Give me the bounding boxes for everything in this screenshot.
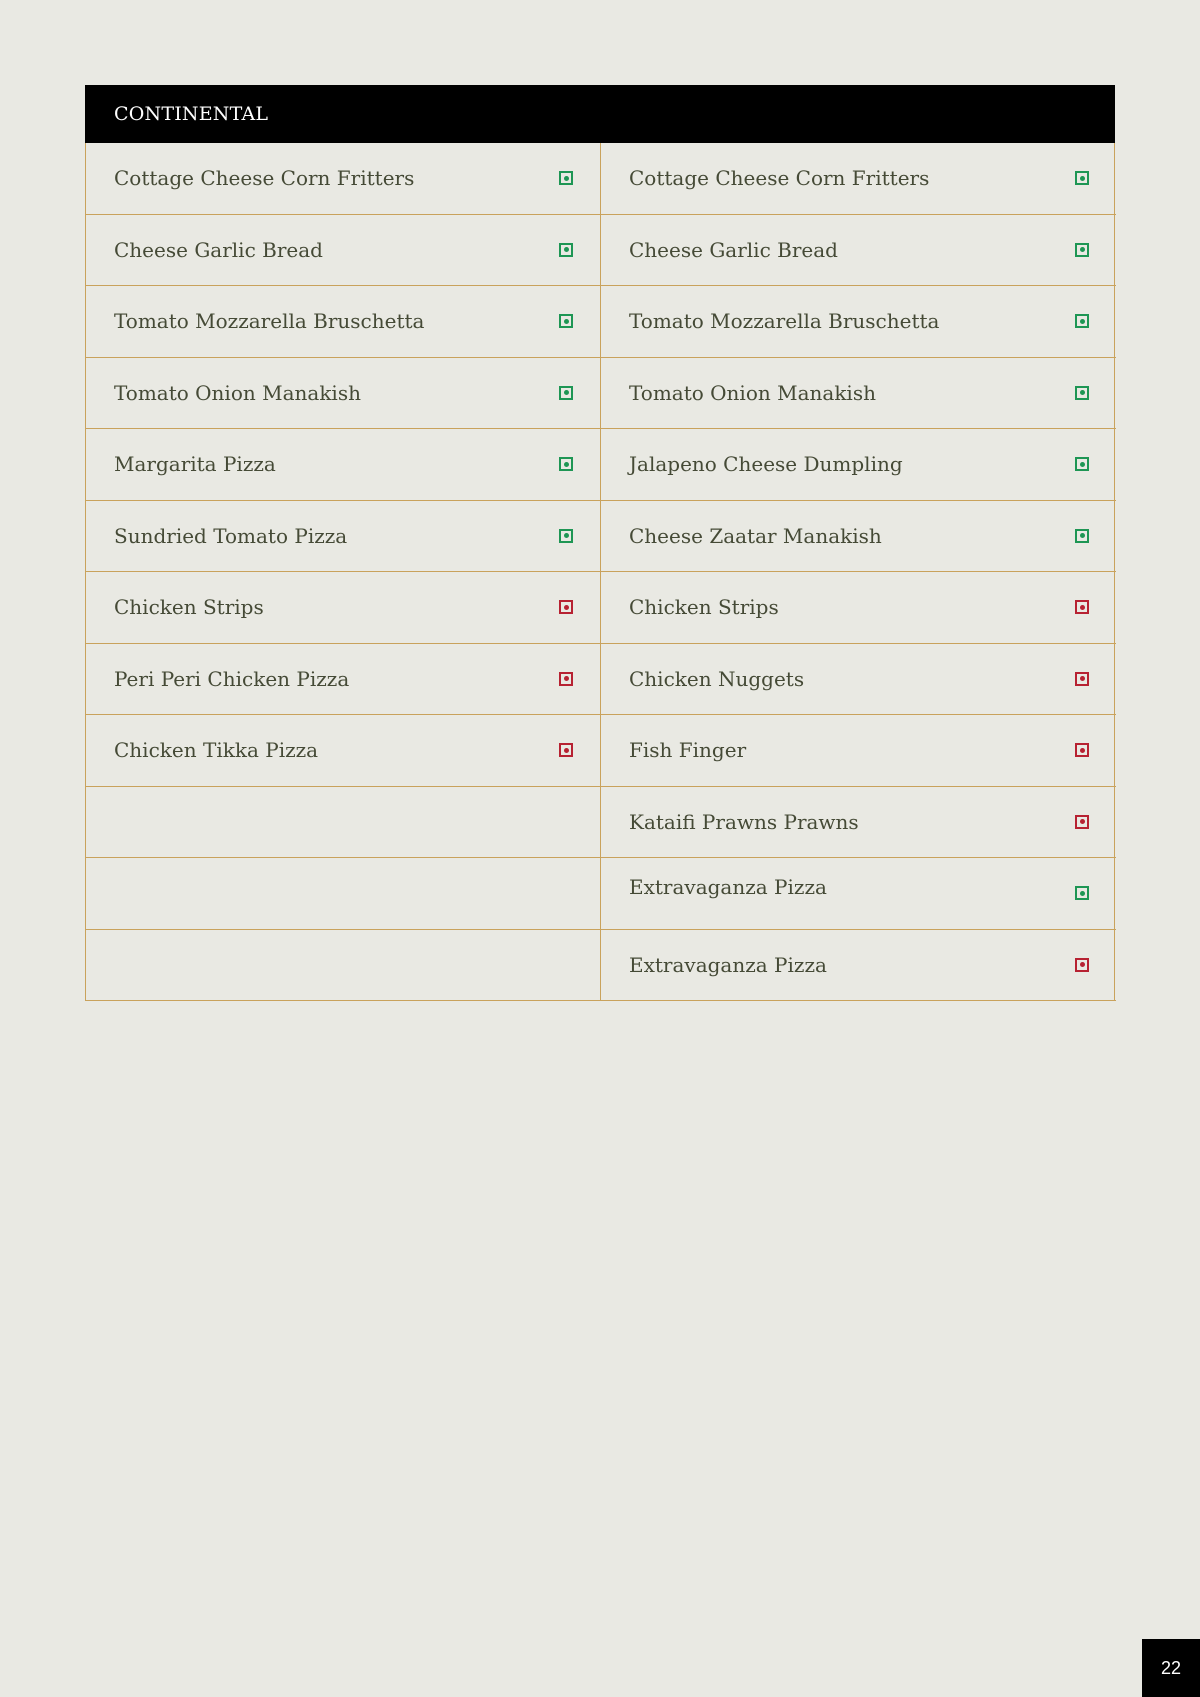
menu-item-name: Tomato Onion Manakish (629, 380, 876, 405)
diet-icon-dot (1080, 676, 1085, 681)
menu-cell-right (601, 715, 1116, 787)
veg-icon (559, 386, 573, 400)
menu-item-name: Chicken Tikka Pizza (114, 738, 319, 763)
menu-cell-right (601, 429, 1116, 501)
diet-icon-dot (1080, 819, 1085, 824)
diet-icon-dot (1080, 891, 1085, 896)
veg-icon (1075, 171, 1089, 185)
diet-icon-dot (1080, 247, 1085, 252)
non-veg-icon (559, 672, 573, 686)
menu-cell-right (601, 787, 1116, 859)
diet-icon-dot (564, 533, 569, 538)
veg-icon (559, 314, 573, 328)
menu-item-name: Jalapeno Cheese Dumpling (629, 452, 903, 477)
diet-icon-dot (1080, 533, 1085, 538)
menu-cell-right (601, 930, 1116, 1002)
non-veg-icon (1075, 743, 1089, 757)
non-veg-icon (559, 743, 573, 757)
menu-item-name: Peri Peri Chicken Pizza (114, 666, 350, 691)
menu-item-name: Tomato Onion Manakish (114, 380, 361, 405)
diet-icon-dot (564, 605, 569, 610)
non-veg-icon (1075, 672, 1089, 686)
menu-cell-empty (86, 787, 601, 859)
veg-icon (1075, 457, 1089, 471)
section-header (85, 85, 1115, 143)
menu-table (85, 85, 1115, 1001)
diet-icon-dot (1080, 462, 1085, 467)
menu-cell-right (601, 143, 1116, 215)
menu-cell-left (86, 572, 601, 644)
menu-item-name: Tomato Mozzarella Bruschetta (629, 309, 940, 334)
diet-icon-dot (1080, 962, 1085, 967)
menu-cell-right (601, 501, 1116, 573)
menu-cell-left (86, 715, 601, 787)
menu-item-name: Chicken Strips (629, 595, 779, 620)
diet-icon-dot (564, 462, 569, 467)
menu-cell-left (86, 286, 601, 358)
diet-icon-dot (564, 390, 569, 395)
diet-icon-dot (564, 319, 569, 324)
veg-icon (559, 243, 573, 257)
veg-icon (559, 171, 573, 185)
menu-cell-empty (86, 858, 601, 930)
veg-icon (559, 457, 573, 471)
diet-icon-dot (1080, 319, 1085, 324)
menu-item-name: Sundried Tomato Pizza (114, 523, 348, 548)
menu-cell-left (86, 358, 601, 430)
menu-item-name: Cheese Garlic Bread (114, 237, 323, 262)
menu-item-name: Cottage Cheese Corn Fritters (629, 166, 930, 191)
menu-item-name: Chicken Strips (114, 595, 264, 620)
diet-icon-dot (1080, 176, 1085, 181)
menu-cell-left (86, 644, 601, 716)
non-veg-icon (1075, 600, 1089, 614)
diet-icon-dot (564, 176, 569, 181)
veg-icon (1075, 529, 1089, 543)
menu-item-name: Margarita Pizza (114, 452, 276, 477)
section-title: CONTINENTAL (114, 103, 269, 125)
menu-cell-right (601, 572, 1116, 644)
menu-item-name: Extravaganza Pizza (629, 952, 827, 977)
veg-icon (1075, 314, 1089, 328)
menu-item-name: Tomato Mozzarella Bruschetta (114, 309, 425, 334)
diet-icon-dot (1080, 605, 1085, 610)
menu-item-name: Cottage Cheese Corn Fritters (114, 166, 415, 191)
menu-item-name: Cheese Garlic Bread (629, 237, 838, 262)
diet-icon-dot (564, 748, 569, 753)
menu-cell-left (86, 215, 601, 287)
menu-cell-left (86, 143, 601, 215)
non-veg-icon (559, 600, 573, 614)
non-veg-icon (1075, 815, 1089, 829)
diet-icon-dot (1080, 390, 1085, 395)
menu-cell-right (601, 644, 1116, 716)
veg-icon (1075, 243, 1089, 257)
menu-item-name: Extravaganza Pizza (629, 875, 827, 900)
menu-cell-right (601, 358, 1116, 430)
menu-item-name: Chicken Nuggets (629, 666, 805, 691)
menu-item-name: Kataifi Prawns Prawns (629, 809, 859, 834)
menu-cell-left (86, 501, 601, 573)
menu-cell-empty (86, 930, 601, 1002)
page-number: 22 (1142, 1639, 1200, 1697)
non-veg-icon (1075, 958, 1089, 972)
diet-icon-dot (564, 676, 569, 681)
menu-cell-left (86, 429, 601, 501)
menu-item-name: Cheese Zaatar Manakish (629, 523, 882, 548)
diet-icon-dot (564, 247, 569, 252)
veg-icon (1075, 386, 1089, 400)
menu-grid (85, 143, 1115, 1001)
menu-cell-right (601, 215, 1116, 287)
menu-cell-right (601, 858, 1116, 930)
menu-item-name: Fish Finger (629, 738, 747, 763)
veg-icon (1075, 886, 1089, 900)
diet-icon-dot (1080, 748, 1085, 753)
menu-cell-right (601, 286, 1116, 358)
veg-icon (559, 529, 573, 543)
